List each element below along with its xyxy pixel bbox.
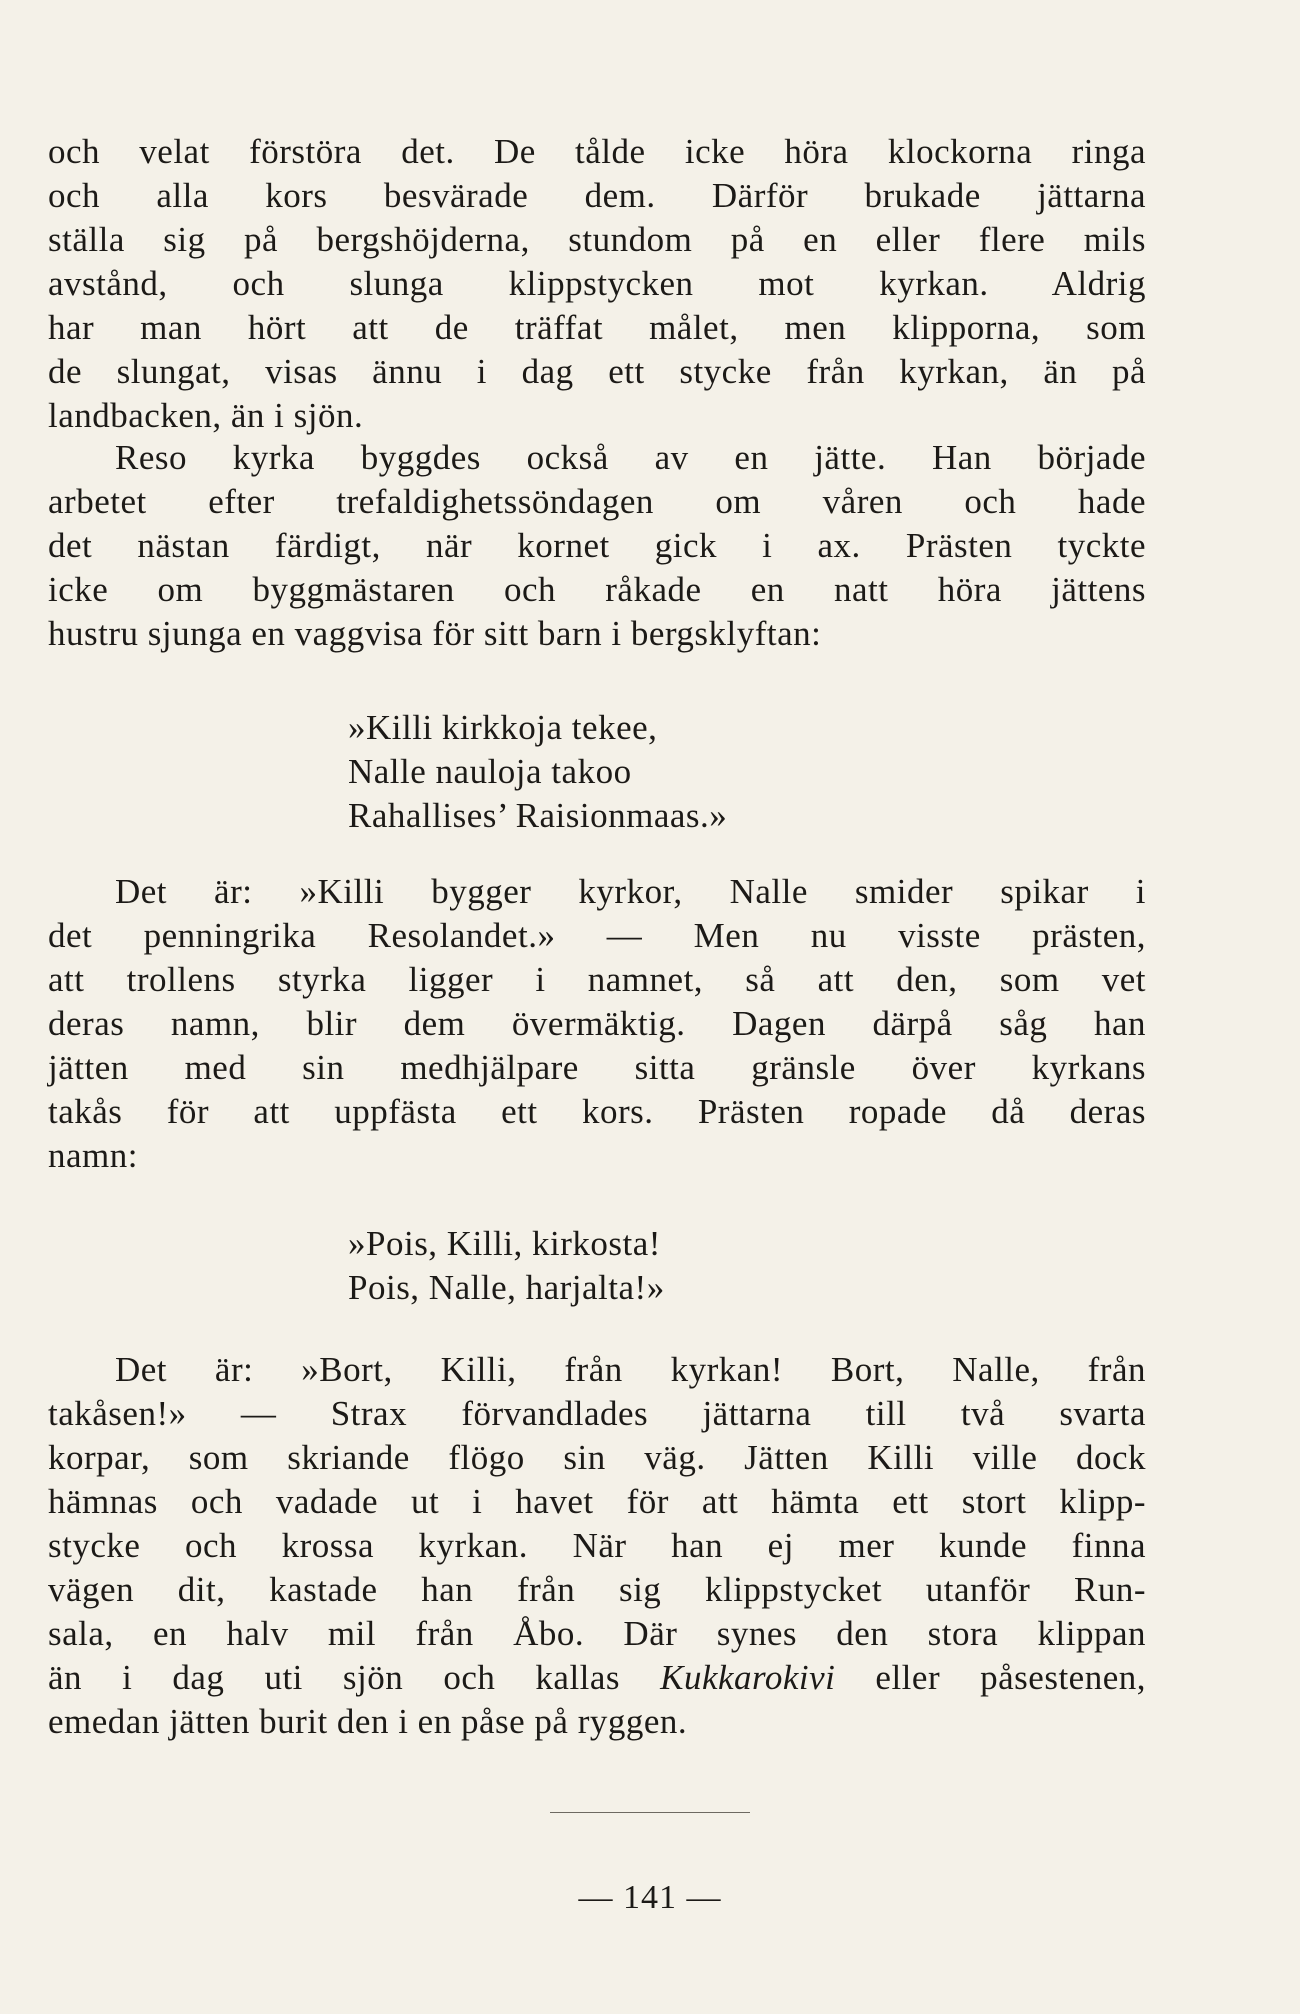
text-line: hustru sjunga en vaggvisa för sitt barn i bergsklyftan: [48,614,822,653]
verse-line: Pois, Nalle, harjalta!» [348,1268,665,1307]
italic-term: Kukkarokivi [660,1658,836,1697]
text-line: och alla kors besvärade dem. Därför brukade jättarna [48,176,1146,215]
page-number: — 141 — [578,1879,722,1916]
paragraph-4 [48,1348,1146,1744]
text-line: icke om byggmästaren och råkade en natt höra jättens [48,570,1146,609]
text-line: takåsen!» — Strax förvandlades jättarna till två svarta [48,1394,1146,1433]
text-line: de slungat, visas ännu i dag ett stycke från kyrkan, än på [48,352,1146,391]
text-line: och velat förstöra det. De tålde icke höra klockorna ringa [48,132,1146,171]
text-line: avstånd, och slunga klippstycken mot kyrkan. Aldrig [48,264,1146,303]
text-line: det penningrika Resolandet.» — Men nu visste prästen, [48,916,1146,955]
text-line: arbetet efter trefaldighetssöndagen om våren och hade [48,482,1146,521]
text-line: landbacken, än i sjön. [48,396,364,435]
paragraph-2 [48,436,1146,656]
text-line: stycke och krossa kyrkan. När han ej mer kunde finna [48,1526,1146,1565]
text-line: korpar, som skriande flögo sin väg. Jätten Killi ville dock [48,1438,1146,1477]
verse-line: Nalle nauloja takoo [348,752,632,791]
text-line: jätten med sin medhjälpare sitta gränsle över kyrkans [48,1048,1146,1087]
verse-line: Rahallises’ Raisionmaas.» [348,796,728,835]
text-line: emedan jätten burit den i en påse på ryggen. [48,1702,688,1741]
text-line-with-italic [48,1656,1146,1700]
text-line: vägen dit, kastade han från sig klippstycket utanför Run- [48,1570,1146,1609]
text-line: sala, en halv mil från Åbo. Där synes den stora klippan [48,1614,1146,1653]
verse-2 [348,1222,665,1310]
text-segment: än i dag uti sjön och kallas [48,1658,661,1697]
text-line: takås för att uppfästa ett kors. Prästen ropade då deras [48,1092,1146,1131]
text-line: Det är: »Killi bygger kyrkor, Nalle smider spikar i [115,872,1146,911]
text-line: att trollens styrka ligger i namnet, så att den, som vet [48,960,1146,999]
text-line: namn: [48,1136,138,1175]
text-line: ställa sig på bergshöjderna, stundom på en eller flere mils [48,220,1146,259]
verse-1 [348,706,727,838]
text-line: hämnas och vadade ut i havet för att hämta ett stort klipp- [48,1482,1146,1521]
text-line: det nästan färdigt, när kornet gick i ax. Prästen tyckte [48,526,1146,565]
text-line: Det är: »Bort, Killi, från kyrkan! Bort, Nalle, från [115,1350,1146,1389]
paragraph-1 [48,130,1146,438]
verse-line: »Pois, Killi, kirkosta! [348,1224,661,1263]
text-segment: eller påsestenen, [835,1658,1146,1697]
text-line: Reso kyrka byggdes också av en jätte. Han började [115,438,1146,477]
section-divider [550,1812,750,1813]
text-line: deras namn, blir dem övermäktig. Dagen därpå såg han [48,1004,1146,1043]
verse-line: »Killi kirkkoja tekee, [348,708,658,747]
text-line: har man hört att de träffat målet, men klipporna, som [48,308,1146,347]
paragraph-3 [48,870,1146,1178]
